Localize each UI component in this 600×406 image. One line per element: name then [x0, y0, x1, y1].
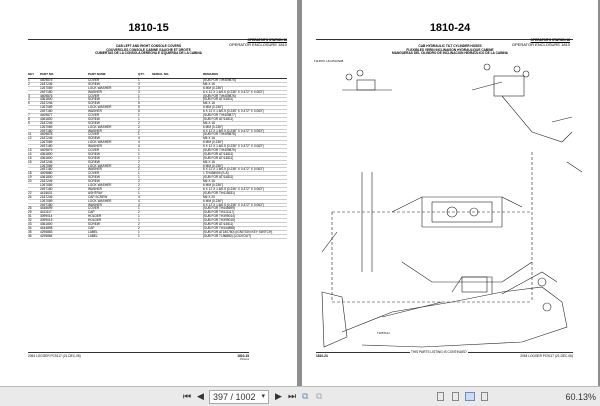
cell-remarks: M6 X 16: [203, 101, 215, 106]
cell-part-no: 4361800: [40, 155, 53, 160]
cell-remarks: (SUB FOR T/H409878): [203, 132, 236, 137]
cell-part-no: 1267089: [40, 183, 53, 188]
cell-part-no: 4409876: [40, 93, 53, 98]
cell-key: 22: [28, 190, 32, 195]
cell-qty: 2: [138, 124, 140, 129]
cell-part-name: SCREW: [88, 179, 100, 184]
section-label: OPERATOR'S STATION 18: [247, 38, 287, 42]
cell-remarks: 6 X 12 X 1.6/0.5 (0.236" X 0.472" X 0.063"): [203, 202, 264, 207]
cell-remarks: (SUB FOR AT/14811): [203, 97, 234, 102]
cell-key: 9: [28, 120, 30, 125]
cell-key: 14: [28, 151, 32, 156]
single-page-view-icon[interactable]: [437, 392, 444, 401]
cell-part-name: SCREW: [88, 151, 100, 156]
cell-part-no: 2497180: [40, 89, 53, 94]
cell-part-no: 2497180: [40, 128, 53, 133]
cell-qty: 1: [138, 132, 140, 137]
cell-part-no: 4361800: [40, 151, 53, 156]
cell-part-no: 4295883: [40, 229, 53, 234]
subtitle-es: MANGUERAS DEL CILINDRO DE INCLINACION HIDRAULICO DE LA CABINA: [392, 51, 508, 56]
cell-part-no: 1267089: [40, 198, 53, 203]
cell-key: 1: [28, 78, 30, 82]
cell-part-no: 2187246: [40, 136, 53, 141]
cell-key: 8: [28, 116, 30, 121]
cell-remarks: (SUB FOR TH399015): [203, 218, 236, 223]
cell-part-no: 3099014: [40, 214, 53, 219]
cell-remarks: 6 X 12 X 1.6/0.5 (0.236" X 0.472" X 0.063"): [203, 186, 264, 191]
cell-part-name: SCREW: [88, 175, 100, 180]
cell-qty: 2: [138, 179, 140, 184]
cell-key: 36: [28, 233, 32, 238]
last-page-button[interactable]: ⏭: [288, 391, 297, 401]
cell-part-name: LOCK WASHER: [88, 105, 112, 110]
cell-part-name: COVER: [88, 113, 100, 118]
cell-qty: 1: [138, 171, 140, 176]
cell-part-name: COVER: [88, 132, 100, 137]
cell-part-no: 4409878: [40, 132, 53, 137]
col-serial: SERIAL NO.: [152, 72, 170, 76]
cell-part-name: LOCK WASHER: [88, 85, 112, 90]
cell-qty: 4: [138, 198, 140, 203]
footer-left: 2054 LOGGER PC9117 (21-DEC-06): [28, 354, 81, 358]
cell-part-no: 2497180: [40, 144, 53, 149]
cell-part-name: SCREW: [88, 97, 100, 102]
col-qty: QTY.: [138, 72, 145, 76]
cell-part-name: LOCK WASHER: [88, 198, 112, 203]
cell-remarks: M6 X 16: [203, 136, 215, 141]
cell-key: 26: [28, 206, 32, 211]
cell-part-name: SCREW: [88, 120, 100, 125]
footer-page: 1810-15: [237, 354, 249, 358]
col-key: KEY: [28, 72, 35, 76]
cell-part-name: SCREW: [88, 159, 100, 164]
cell-part-no: 3099015: [40, 218, 53, 223]
cell-qty: 1: [138, 214, 140, 219]
cell-qty: 1: [138, 206, 140, 211]
cell-part-name: WASHER: [88, 202, 102, 207]
cell-remarks: (SUB FOR AT180780) (IGNITION KEY SWITCH): [203, 229, 273, 234]
cell-remarks: 6 MM (0.236"): [203, 183, 224, 188]
cell-qty: 2: [138, 183, 140, 188]
cell-part-name: COVER: [88, 171, 100, 176]
cell-remarks: (SUB FOR AT/14811): [203, 116, 234, 121]
cell-key: 3: [28, 93, 30, 98]
cell-key: 29: [28, 210, 32, 215]
zoom-level[interactable]: 60.13%: [565, 392, 596, 402]
cell-remarks: (SUB FOR T/H409876): [203, 93, 236, 98]
cell-part-no: 4361800: [40, 116, 53, 121]
footer-page: 1810-24: [316, 354, 328, 358]
cell-remarks: (SUB FOR AT/14811): [203, 155, 234, 160]
cell-part-no: 4411117: [40, 210, 52, 215]
table-row: [28, 235, 287, 239]
cell-part-no: 4415631: [40, 190, 53, 195]
cell-remarks: (SUB FOR TH399014): [203, 214, 236, 219]
cell-key: 12: [28, 136, 32, 141]
cell-qty: 3: [138, 85, 140, 90]
left-page: [0, 0, 297, 386]
footer-right: 2054 LOGGER PC9117 (21-DEC-06): [520, 354, 573, 358]
cell-key: 20: [28, 179, 32, 184]
cell-part-name: LOCK WASHER: [88, 124, 112, 129]
cell-key: 32: [28, 218, 32, 223]
cell-remarks: (SUB FOR AT/14811): [203, 221, 234, 226]
cell-part-name: LOCK WASHER: [88, 140, 112, 145]
cell-part-name: CAP: [88, 210, 95, 215]
cell-qty: 1: [138, 93, 140, 98]
chevron-down-icon[interactable]: ▾: [261, 393, 265, 400]
cell-part-name: COVER: [88, 78, 100, 82]
cell-part-no: 4361800: [40, 221, 53, 226]
footer-page-sub: PCxxxx: [240, 358, 249, 361]
cell-part-name: ASHTRAY: [88, 190, 103, 195]
cell-qty: 1: [138, 233, 140, 238]
cell-key: 5: [28, 101, 30, 106]
cell-part-no: 2187246: [40, 179, 53, 184]
cell-remarks: 6 X 12 X 1.6/0.5 (0.236" X 0.472" X 0.063"): [203, 109, 264, 114]
cell-remarks: M6 X 16: [203, 81, 215, 86]
cell-part-no: 2187246: [40, 194, 53, 199]
col-remarks: REMARKS: [203, 72, 219, 76]
cell-key: 24: [28, 194, 32, 199]
cell-qty: 2: [138, 186, 140, 191]
cell-qty: 3: [138, 89, 140, 94]
continued-note: THIS PARTS LISTING IS CONTINUED: [411, 350, 467, 354]
copy-icon[interactable]: ⧉: [302, 391, 309, 401]
cell-part-no: 2187246: [40, 159, 53, 164]
cell-qty: 3: [138, 81, 140, 86]
cell-part-no: 2497180: [40, 186, 53, 191]
group-label: OPERATOR ENCLOSURE 1810: [228, 42, 287, 47]
cell-remarks: 6 X 12 X 1.6/0.5 (0.236" X 0.472" X 0.063"): [203, 144, 264, 149]
cell-qty: 2: [138, 120, 140, 125]
page-number-input[interactable]: [209, 390, 269, 404]
cell-qty: 1: [138, 229, 140, 234]
cell-part-name: LABEL: [88, 233, 98, 238]
cell-part-no: 2497180: [40, 109, 53, 114]
parts-table: [28, 79, 287, 239]
first-page-button[interactable]: ⏮: [183, 391, 192, 401]
prev-page-button[interactable]: ◀: [197, 391, 204, 401]
subtitle-fr: COUVERCLES CONSOLE CABINE GAUCHE ET DROITE: [106, 47, 191, 52]
section-label: OPERATOR'S STATION 18: [530, 38, 570, 42]
cell-key: 35: [28, 229, 32, 234]
cell-part-name: WASHER: [88, 109, 102, 114]
page-number-value: 397 / 1002: [213, 392, 256, 402]
cell-part-name: SCREW: [88, 116, 100, 121]
cell-remarks: (SUB FOR T/H409875): [203, 78, 236, 82]
cell-key: 15: [28, 155, 32, 160]
cell-key: 33: [28, 221, 32, 226]
subtitle-en: CAB LEFT AND RIGHT CONSOLE COVERS: [115, 44, 182, 48]
subtitle-fr: FLEXIBLES VERIN INCLINAISON HYDRAULIQUE CABINE: [406, 47, 494, 52]
cell-part-name: LABEL: [88, 229, 98, 234]
cell-remarks: (SUB FOR AT/14811): [203, 175, 234, 180]
cell-part-name: WASHER: [88, 89, 102, 94]
cell-qty: 2: [138, 225, 140, 230]
cell-part-name: COVER: [88, 93, 100, 98]
cell-key: 31: [28, 214, 32, 219]
two-page-continuous-view-icon[interactable]: [481, 392, 488, 401]
cell-qty: 2: [138, 128, 140, 133]
cell-qty: 2: [138, 159, 140, 164]
subtitles: [0, 45, 297, 56]
cell-key: 7: [28, 113, 30, 118]
cell-remarks: 6 MM (0.236"): [203, 105, 224, 110]
cell-part-no: 4409875: [40, 78, 53, 82]
cell-qty: 4: [138, 202, 140, 207]
cell-qty: 4: [138, 140, 140, 145]
cell-qty: 1: [138, 218, 140, 223]
cell-remarks: (SUB FOR TH411117): [203, 210, 235, 215]
cell-qty: 5: [138, 109, 140, 114]
cell-part-name: CAP: [88, 225, 95, 230]
cell-qty: 4: [138, 144, 140, 149]
cell-part-name: CAP SCREW: [88, 194, 108, 199]
group-label: OPERATOR ENCLOSURE 1810: [511, 42, 570, 47]
cell-part-name: COVER: [88, 206, 100, 211]
cell-remarks: M6 X 16: [203, 179, 215, 184]
page-title: 1810-15: [128, 22, 169, 34]
col-part-no: PART NO.: [40, 72, 55, 76]
cell-part-no: 4295884: [40, 233, 53, 238]
cell-remarks: 6 MM (0.236"): [203, 85, 224, 90]
cell-qty: 1: [138, 151, 140, 156]
cell-qty: 4: [138, 194, 140, 199]
cell-qty: 1: [138, 148, 140, 153]
cell-remarks: M6 X 16: [203, 120, 215, 125]
cell-remarks: M6 X 20: [203, 194, 215, 199]
cell-remarks: (SUB FOR T196880) (LOCKOUT): [203, 233, 252, 238]
cell-part-name: WASHER: [88, 128, 102, 133]
cell-part-name: LOCK WASHER: [88, 163, 112, 168]
cell-qty: 2: [138, 167, 140, 172]
cell-remarks: M6 X 16: [203, 159, 215, 164]
cell-remarks: (SUB FOR TH415631): [203, 190, 236, 195]
cell-part-name: SCREW: [88, 155, 100, 160]
cell-part-no: 4444898: [40, 225, 53, 230]
cell-part-no: 4361800: [40, 175, 53, 180]
cell-key: 11: [28, 132, 32, 137]
cell-qty: 4: [138, 136, 140, 141]
cell-remarks: 6 X 12 X 1.6/0.5 (0.236" X 0.472" X 0.063"): [203, 128, 264, 133]
cell-part-name: LOCK WASHER: [88, 183, 112, 188]
cell-part-no: 4409880: [40, 171, 53, 176]
cell-remarks: (SUB FOR T/H409879): [203, 148, 236, 153]
cell-remarks: 1 TH438909 (S.A): [203, 171, 229, 176]
cell-qty: 5: [138, 105, 140, 110]
cell-part-name: WASHER: [88, 144, 102, 149]
cell-part-no: 2497180: [40, 167, 53, 172]
cell-key: 34: [28, 225, 32, 230]
cell-part-name: WASHER: [88, 186, 102, 191]
right-page: [302, 0, 598, 386]
cell-part-name: WASHER: [88, 167, 102, 172]
cell-qty: 5: [138, 101, 140, 106]
two-page-view-icon[interactable]: [465, 392, 475, 401]
subtitle-es: CUBIERTAS DE LA CONSOLA DERECHA E IZQUIERDA DE LA CABINA: [95, 51, 202, 56]
cell-remarks: (SUB FOR TH444898): [203, 225, 236, 230]
cell-part-no: 2187246: [40, 120, 53, 125]
cell-qty: 1: [138, 116, 140, 121]
cell-remarks: 6 MM (0.236"): [203, 124, 224, 129]
cell-part-name: HOLDER: [88, 214, 102, 219]
cell-key: 4: [28, 97, 30, 102]
cell-remarks: (SUB FOR T/H409877): [203, 113, 236, 118]
next-page-button[interactable]: ▶: [275, 391, 282, 401]
parts-diagram: [302, 62, 598, 352]
figure-ref: T113970 -UN-05JUN08: [314, 59, 344, 63]
page-title: 1810-24: [429, 22, 471, 34]
cell-qty: 1: [138, 175, 140, 180]
cell-part-no: 2187246: [40, 81, 53, 86]
cell-part-no: 4445699: [40, 206, 53, 211]
cell-part-name: SCREW: [88, 81, 100, 86]
cell-key: 18: [28, 171, 32, 176]
cell-part-no: 2187246: [40, 101, 53, 106]
cell-qty: 2: [138, 210, 140, 215]
cell-key: 16: [28, 159, 32, 164]
paste-icon[interactable]: ⧉: [316, 391, 323, 401]
cell-part-no: 1267089: [40, 163, 53, 168]
cell-part-no: 4409877: [40, 113, 53, 118]
cell-qty: 1: [138, 113, 140, 118]
subtitles: [302, 45, 598, 56]
figure-id: T105T121: [377, 331, 390, 335]
cell-part-name: SCREW: [88, 101, 100, 106]
cell-part-no: 1267089: [40, 105, 53, 110]
cell-remarks: 6 MM (0.236"): [203, 140, 224, 145]
subtitle-en: CAB HYDRAULIC TILT CYLINDER HOSES: [418, 44, 482, 48]
cell-qty: 1: [138, 155, 140, 160]
cell-key: 2: [28, 81, 30, 86]
cell-part-no: 1267089: [40, 85, 53, 90]
continuous-view-icon[interactable]: [452, 392, 459, 401]
cell-key: 19: [28, 175, 32, 180]
cell-qty: 1: [138, 190, 140, 195]
cell-qty: 1: [138, 78, 140, 82]
cell-part-name: HOLDER: [88, 218, 102, 223]
cell-part-no: 4361800: [40, 97, 53, 102]
cell-part-name: SCREW: [88, 221, 100, 226]
cell-qty: 2: [138, 163, 140, 168]
pdf-toolbar: [0, 386, 600, 406]
cell-qty: 2: [138, 221, 140, 226]
cell-part-no: 1267089: [40, 140, 53, 145]
cell-remarks: 6 MM (0.236"): [203, 163, 224, 168]
cell-key: 13: [28, 148, 32, 153]
cell-qty: 1: [138, 97, 140, 102]
col-part-name: PART NAME: [88, 72, 106, 76]
divider: [28, 352, 249, 353]
cell-remarks: 6 X 12 X 1.6/0.5 (0.236" X 0.472" X 0.063"): [203, 167, 264, 172]
cell-part-name: COVER: [88, 148, 100, 153]
cell-part-name: SCREW: [88, 136, 100, 141]
cell-part-no: 2497180: [40, 202, 53, 207]
cell-remarks: 6 X 12 X 1.6/0.5 (0.236" X 0.472" X 0.063"): [203, 89, 264, 94]
cell-part-no: 1267089: [40, 124, 53, 129]
cell-remarks: 6 MM (0.236"): [203, 198, 224, 203]
cell-remarks: (SUB FOR AT/14811): [203, 151, 234, 156]
cell-part-no: 4409879: [40, 148, 53, 153]
cell-remarks: (SUB FOR TH445699): [203, 206, 236, 211]
